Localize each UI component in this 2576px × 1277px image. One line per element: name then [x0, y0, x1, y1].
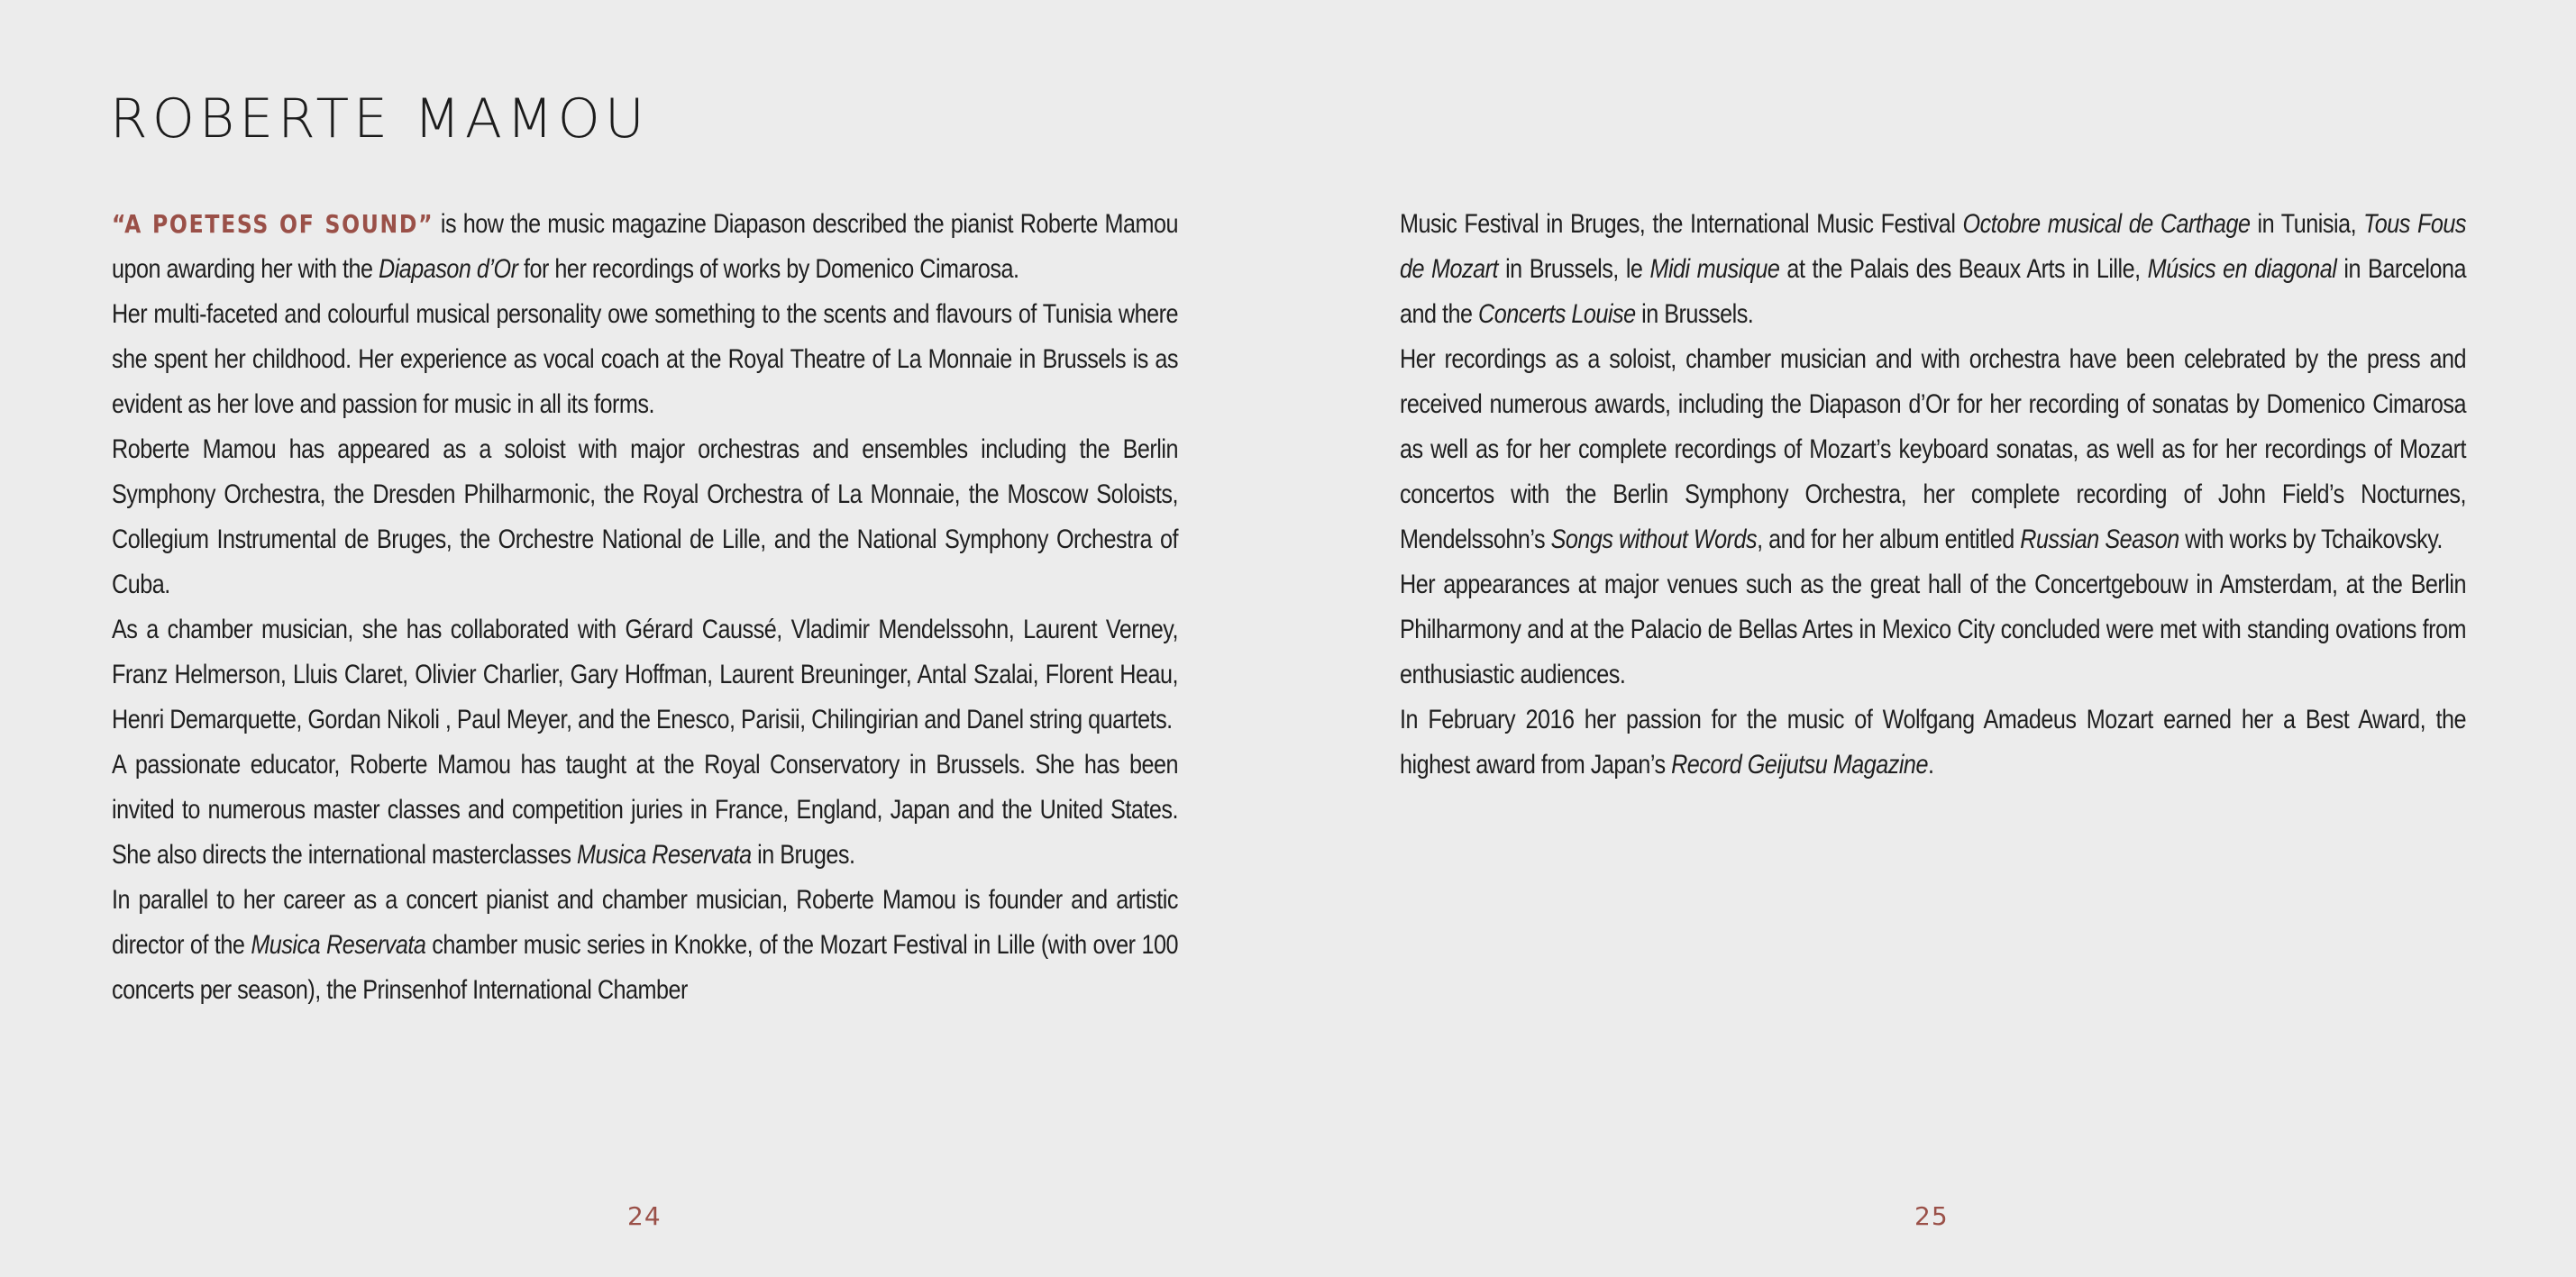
paragraph-festivals [1400, 202, 2466, 337]
paragraph-chamber: As a chamber musician, she has collaborated with Gérard Caussé, Vladimir Mendelssohn, Laurent Verney, Franz Helmerson, Lluis Claret, Olivier Charlier, Gary Hoffman, Laurent Breuninger, Antal Szalai, Florent Heau, Henri Demarquette, Gordan Nikoli , Paul Meyer, and the Enesco, Parisii, Chilingirian and Danel string quartets. [112, 615, 1178, 734]
text-run: at the Palais des Beaux Arts in Lille, [1779, 254, 2148, 284]
italic-title: Record Geijutsu Magazine [1671, 750, 1928, 780]
right-page [1288, 0, 2576, 1277]
page-title: ROBERTE MAMOU [110, 87, 649, 151]
text-run: . [1927, 750, 1934, 780]
text-run: In February 2016 her passion for the music of Wolfgang Amadeus Mozart earned her a Best Award, the highest award from Japan’s [1400, 705, 2466, 780]
italic-title: Tous Fous de Mozart [1400, 209, 2466, 284]
page-number: 25 [1914, 1201, 1949, 1231]
paragraph-recordings [1400, 337, 2466, 562]
italic-title: Diapason d’Or [378, 254, 518, 284]
text-run: in Brussels, le [1498, 254, 1650, 284]
text-run: is how the music magazine Diapason described the pianist Roberte Mamou upon awarding her with the [112, 209, 1178, 284]
text-run: in Tunisia, [2250, 209, 2364, 239]
text-run: with works by Tchaikovsky. [2179, 524, 2443, 554]
paragraph-intro [112, 202, 1178, 292]
lead-quote: “A POETESS OF SOUND” [112, 209, 434, 239]
text-run: for her recordings of works by Domenico Cimarosa. [517, 254, 1019, 284]
paragraph-educator [112, 743, 1178, 878]
text-run: in Barcelona and the [1400, 254, 2466, 329]
left-text-column [112, 202, 1178, 1013]
italic-title: Musica Reservata [576, 840, 752, 870]
paragraph-soloist: Roberte Mamou has appeared as a soloist with major orchestras and ensembles including the Berlin Symphony Orchestra, the Dresden Philharmonic, the Royal Orchestra of La Monnaie, the Moscow Soloists, Collegium Instrumental de Bruges, the Orchestre National de Lille, and the National Symphony Orchestra of Cuba. [112, 434, 1178, 599]
italic-title: Músics en diagonal [2147, 254, 2337, 284]
italic-title: Midi musique [1649, 254, 1780, 284]
text-run: in Bruges. [751, 840, 855, 870]
paragraph-director [112, 878, 1178, 1013]
italic-title: Octobre musical de Carthage [1962, 209, 2251, 239]
italic-title: Concerts Louise [1478, 299, 1636, 329]
text-run: , and for her album entitled [1757, 524, 2021, 554]
text-run: Music Festival in Bruges, the International Music Festival [1400, 209, 1963, 239]
right-text-column [1400, 202, 2466, 788]
page-number: 24 [627, 1201, 662, 1231]
text-run: A passionate educator, Roberte Mamou has taught at the Royal Conservatory in Brussels. She has been invited to numerous master classes and competition juries in France, England, Japan and the United States. She also directs the international masterclasses [112, 750, 1178, 870]
paragraph-award [1400, 698, 2466, 788]
italic-title: Musica Reservata [251, 930, 426, 960]
paragraph-personality: Her multi-faceted and colourful musical personality owe something to the scents and flavours of Tunisia where she spent her childhood. Her experience as vocal coach at the Royal Theatre of La Monnaie in Brussels is as evident as her love and passion for music in all its forms. [112, 299, 1178, 419]
text-run: in Brussels. [1635, 299, 1754, 329]
paragraph-venues: Her appearances at major venues such as the great hall of the Concertgebouw in Amsterdam, at the Berlin Philharmony and at the Palacio de Bellas Artes in Mexico City concluded were met with standing ovations from enthusiastic audiences. [1400, 570, 2466, 689]
italic-title: Songs without Words [1550, 524, 1758, 554]
text-run: chamber music series in Knokke, of the Mozart Festival in Lille (with over 100 concerts per season), the Prinsenhof International Chamber [112, 930, 1178, 1005]
italic-title: Russian Season [2020, 524, 2179, 554]
text-run: Her recordings as a soloist, chamber musician and with orchestra have been celebrated by the press and received numerous awards, including the Diapason d’Or for her recording of sonatas by Domenico Cimarosa as well as for her complete recordings of Mozart’s keyboard sonatas, as well as for her recordings of Mozart concertos with the Berlin Symphony Orchestra, her complete recording of John Field’s Nocturnes, Mendelssohn’s [1400, 344, 2466, 554]
text-run: In parallel to her career as a concert pianist and chamber musician, Roberte Mamou is founder and artistic director of the [112, 885, 1178, 960]
